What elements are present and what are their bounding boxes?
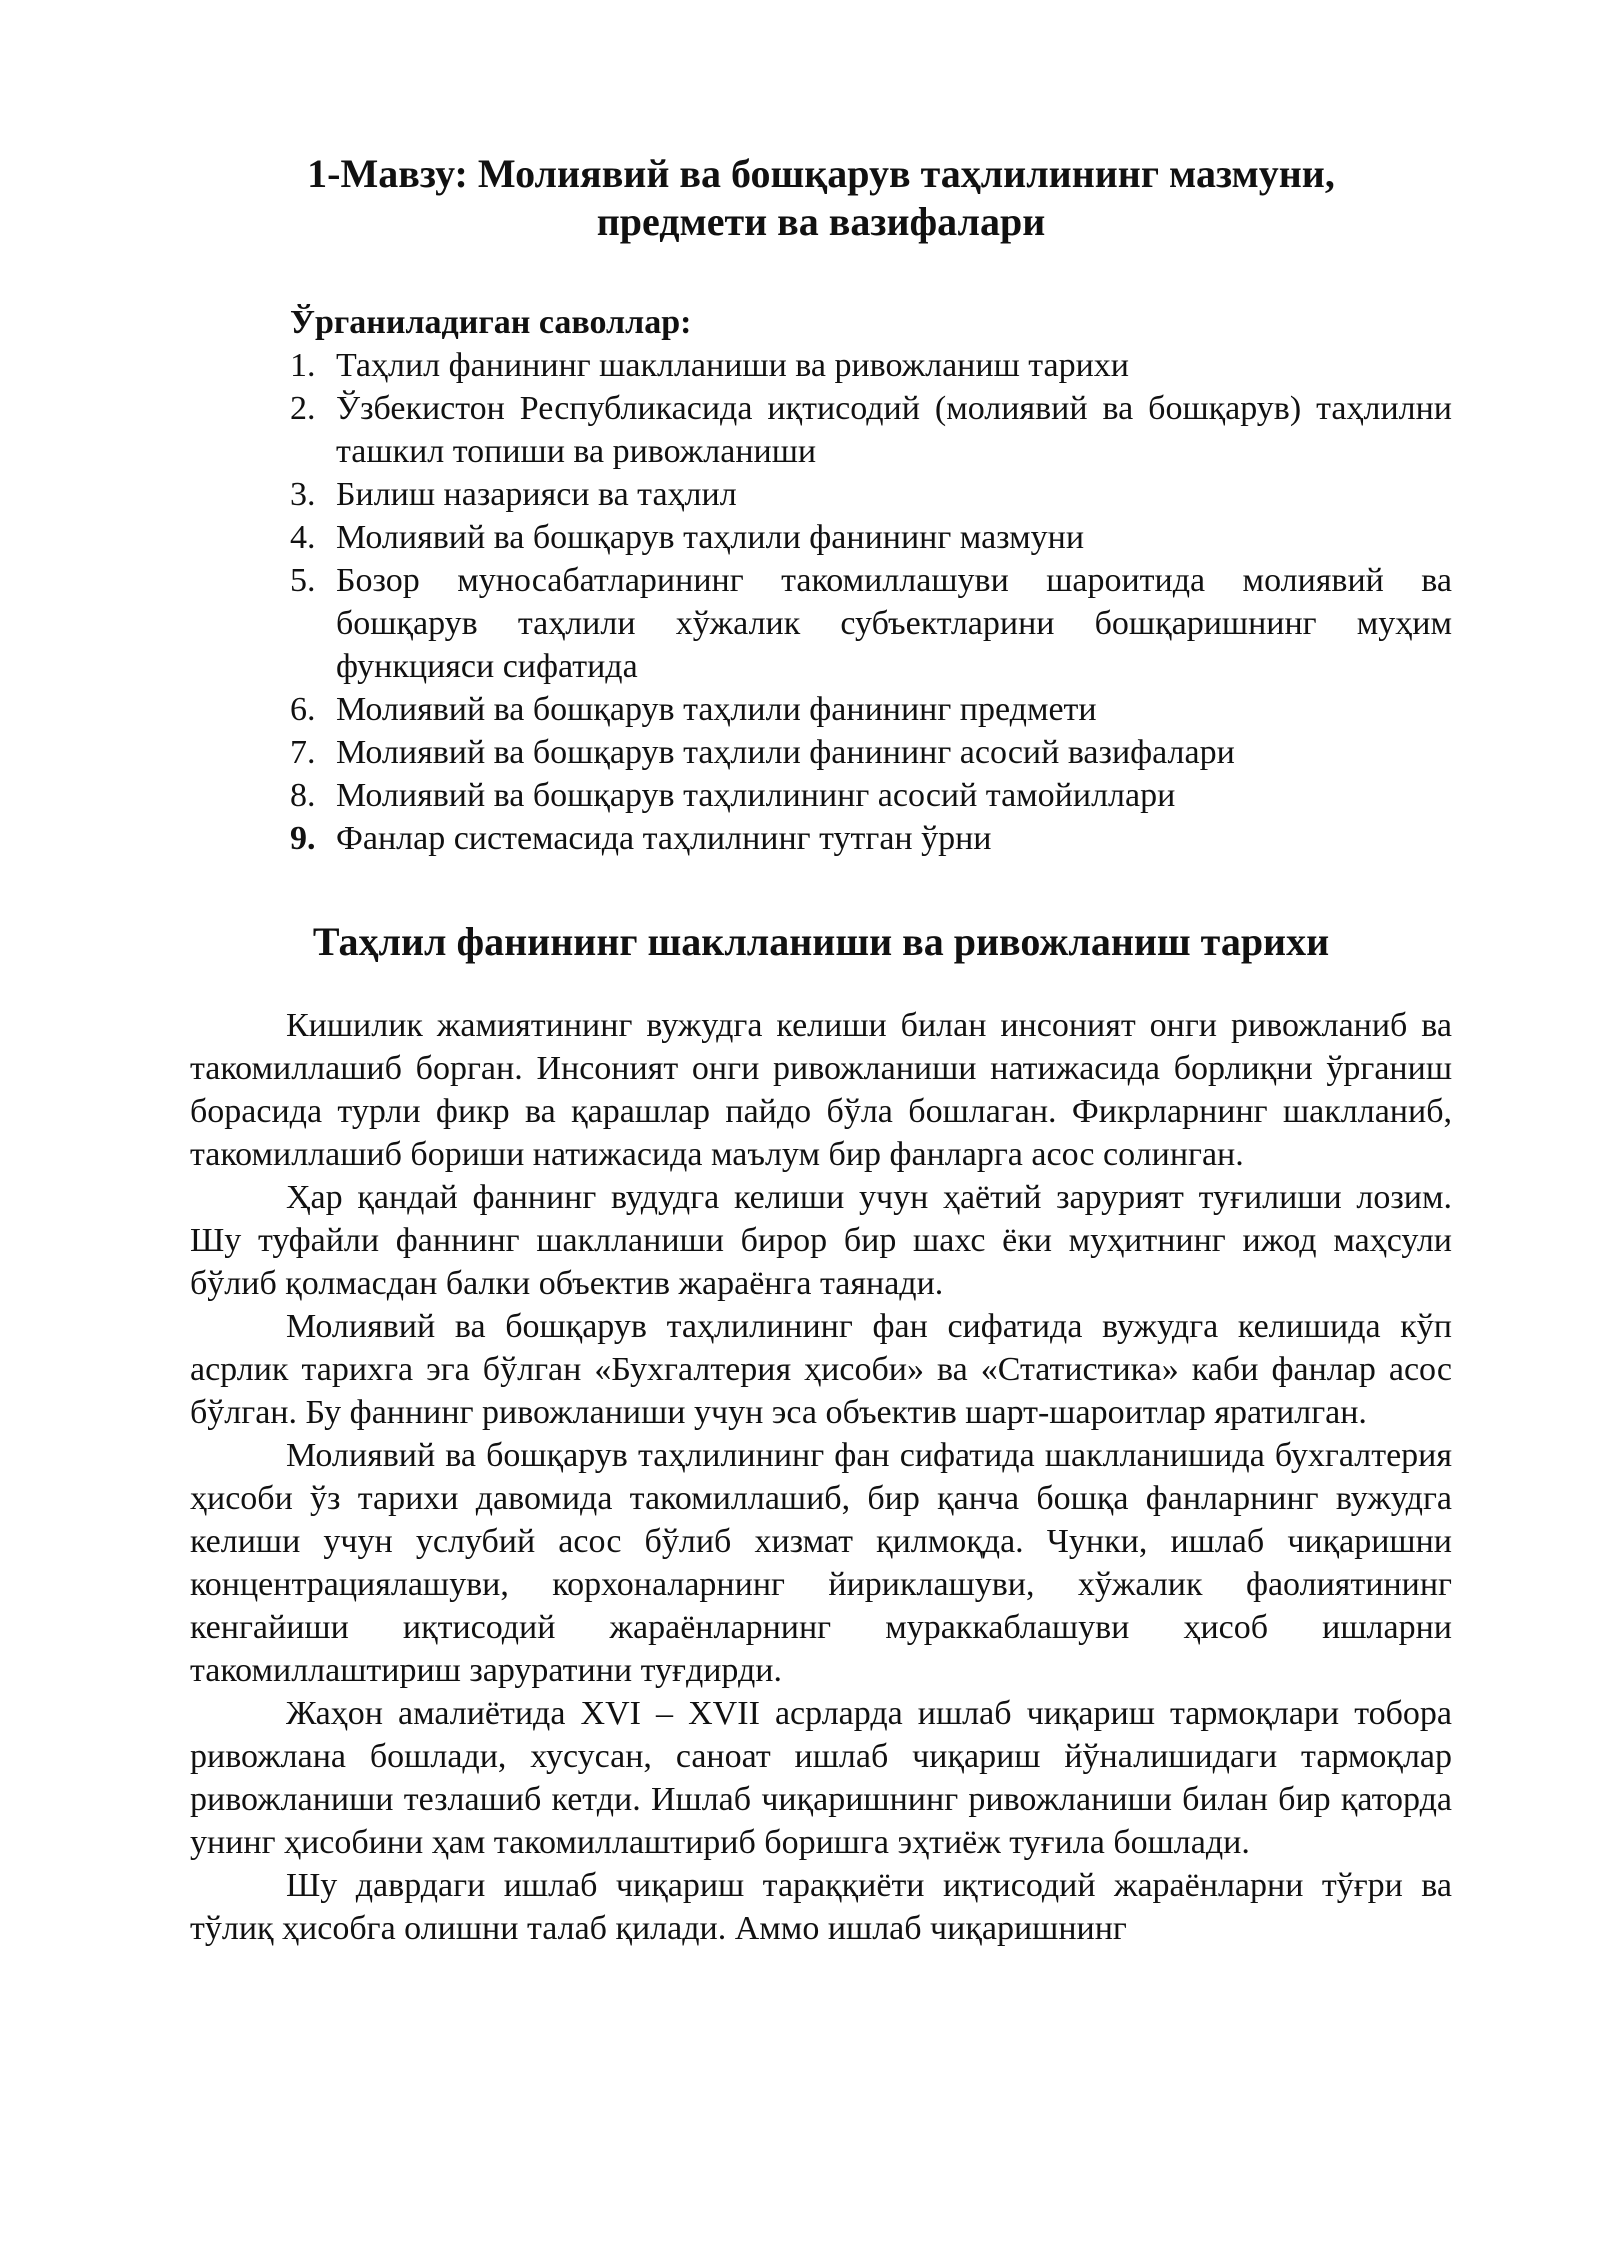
question-number: 2.: [290, 390, 316, 427]
paragraph: Молиявий ва бошқарув таҳлилининг фан сифатида вужудга келишида кўп асрлик тарихга эга бўлган «Бухгалтерия ҳисоби» ва «Статистика» каби фанлар асос бўлган. Бу фаннинг ривожланиши учун эса объектив шарт-шароитлар яратилган.: [190, 1308, 1452, 1431]
section-heading: Таҳлил фанининг шаклланиши ва ривожланиш тарихи: [312, 919, 1330, 964]
question-text: Молиявий ва бошқарув таҳлили фанининг асосий вазифалари: [336, 734, 1235, 771]
title-line-2: предмети ва вазифалари: [596, 199, 1046, 244]
question-item: [290, 688, 1452, 731]
questions-list: [290, 344, 1452, 860]
question-text: Ўзбекистон Республикасида иқтисодий (молиявий ва бошқарув) таҳлилни ташкил топиши ва ривожланиши: [336, 390, 1452, 470]
question-number: 1.: [290, 347, 316, 384]
question-item: [290, 344, 1452, 387]
question-number: 8.: [290, 777, 316, 814]
question-text: Билиш назарияси ва таҳлил: [336, 476, 737, 513]
title-line-1: 1-Мавзу: Молиявий ва бошқарув таҳлилининг мазмуни,: [307, 151, 1335, 196]
page-title: [190, 150, 1452, 246]
question-text: Молиявий ва бошқарув таҳлилининг асосий тамойиллари: [336, 777, 1176, 814]
study-questions: [190, 301, 1452, 860]
question-text: Молиявий ва бошқарув таҳлили фанининг мазмуни: [336, 519, 1085, 556]
paragraph: Жаҳон амалиётида XVI – XVII асрларда ишлаб чиқариш тармоқлари тобора ривожлана бошлади, хусусан, саноат ишлаб чиқариш йўналишидаги тармоқлар ривожланиши тезлашиб кетди. Ишлаб чиқаришнинг ривожланиши билан бир қаторда унинг ҳисобини ҳам такомиллаштириб боришга эҳтиёж туғила бошлади.: [190, 1695, 1452, 1861]
body-text: [190, 1004, 1452, 1950]
question-number: 4.: [290, 519, 316, 556]
question-item: [290, 559, 1452, 688]
paragraph: Шу даврдаги ишлаб чиқариш тараққиёти иқтисодий жараёнларни тўғри ва тўлиқ ҳисобга олишни талаб қилади. Аммо ишлаб чиқаришнинг: [190, 1867, 1452, 1947]
question-number: 3.: [290, 476, 316, 513]
question-text: Бозор муносабатларининг такомиллашуви шароитида молиявий ва бошқарув таҳлили хўжалик субъектларини бошқаришнинг муҳим функцияси сифатида: [336, 562, 1452, 685]
questions-heading: Ўрганиладиган саволлар:: [290, 304, 692, 341]
question-item: [290, 473, 1452, 516]
question-item: [290, 387, 1452, 473]
question-number: 6.: [290, 691, 316, 728]
document-page: [190, 150, 1452, 1950]
question-number: 7.: [290, 734, 316, 771]
paragraph: Кишилик жамиятининг вужудга келиши билан инсоният онги ривожланиб ва такомиллашиб борган. Инсоният онги ривожланиши натижасида борлиқни ўрганиш борасида турли фикр ва қарашлар пайдо бўла бошлаган. Фикрларнинг шаклланиб, такомиллашиб бориши натижасида маълум бир фанларга асос солинган.: [190, 1007, 1452, 1173]
question-item: [290, 731, 1452, 774]
question-item: [290, 516, 1452, 559]
question-number: 9.: [290, 820, 316, 857]
question-text: Фанлар системасида таҳлилнинг тутган ўрни: [336, 820, 992, 857]
question-number: 5.: [290, 562, 316, 599]
question-item: [290, 817, 1452, 860]
question-text: Таҳлил фанининг шаклланиши ва ривожланиш тарихи: [336, 347, 1130, 384]
paragraph: Ҳар қандай фаннинг вудудга келиши учун ҳаётий зарурият туғилиши лозим. Шу туфайли фаннинг шаклланиши бирор бир шахс ёки муҳитнинг ижод маҳсули бўлиб қолмасдан балки объектив жараёнга таянади.: [190, 1179, 1452, 1302]
paragraph: Молиявий ва бошқарув таҳлилининг фан сифатида шаклланишида бухгалтерия ҳисоби ўз тарихи давомида такомиллашиб, бир қанча бошқа фанларнинг вужудга келиши учун услубий асос бўлиб хизмат қилмоқда. Чунки, ишлаб чиқаришни концентрациялашуви, корхоналарнинг йириклашуви, хўжалик фаолиятининг кенгайиши иқтисодий жараёнларнинг мураккаблашуви ҳисоб ишларни такомиллаштириш заруратини туғдирди.: [190, 1437, 1452, 1689]
question-item: [290, 774, 1452, 817]
question-text: Молиявий ва бошқарув таҳлили фанининг предмети: [336, 691, 1097, 728]
